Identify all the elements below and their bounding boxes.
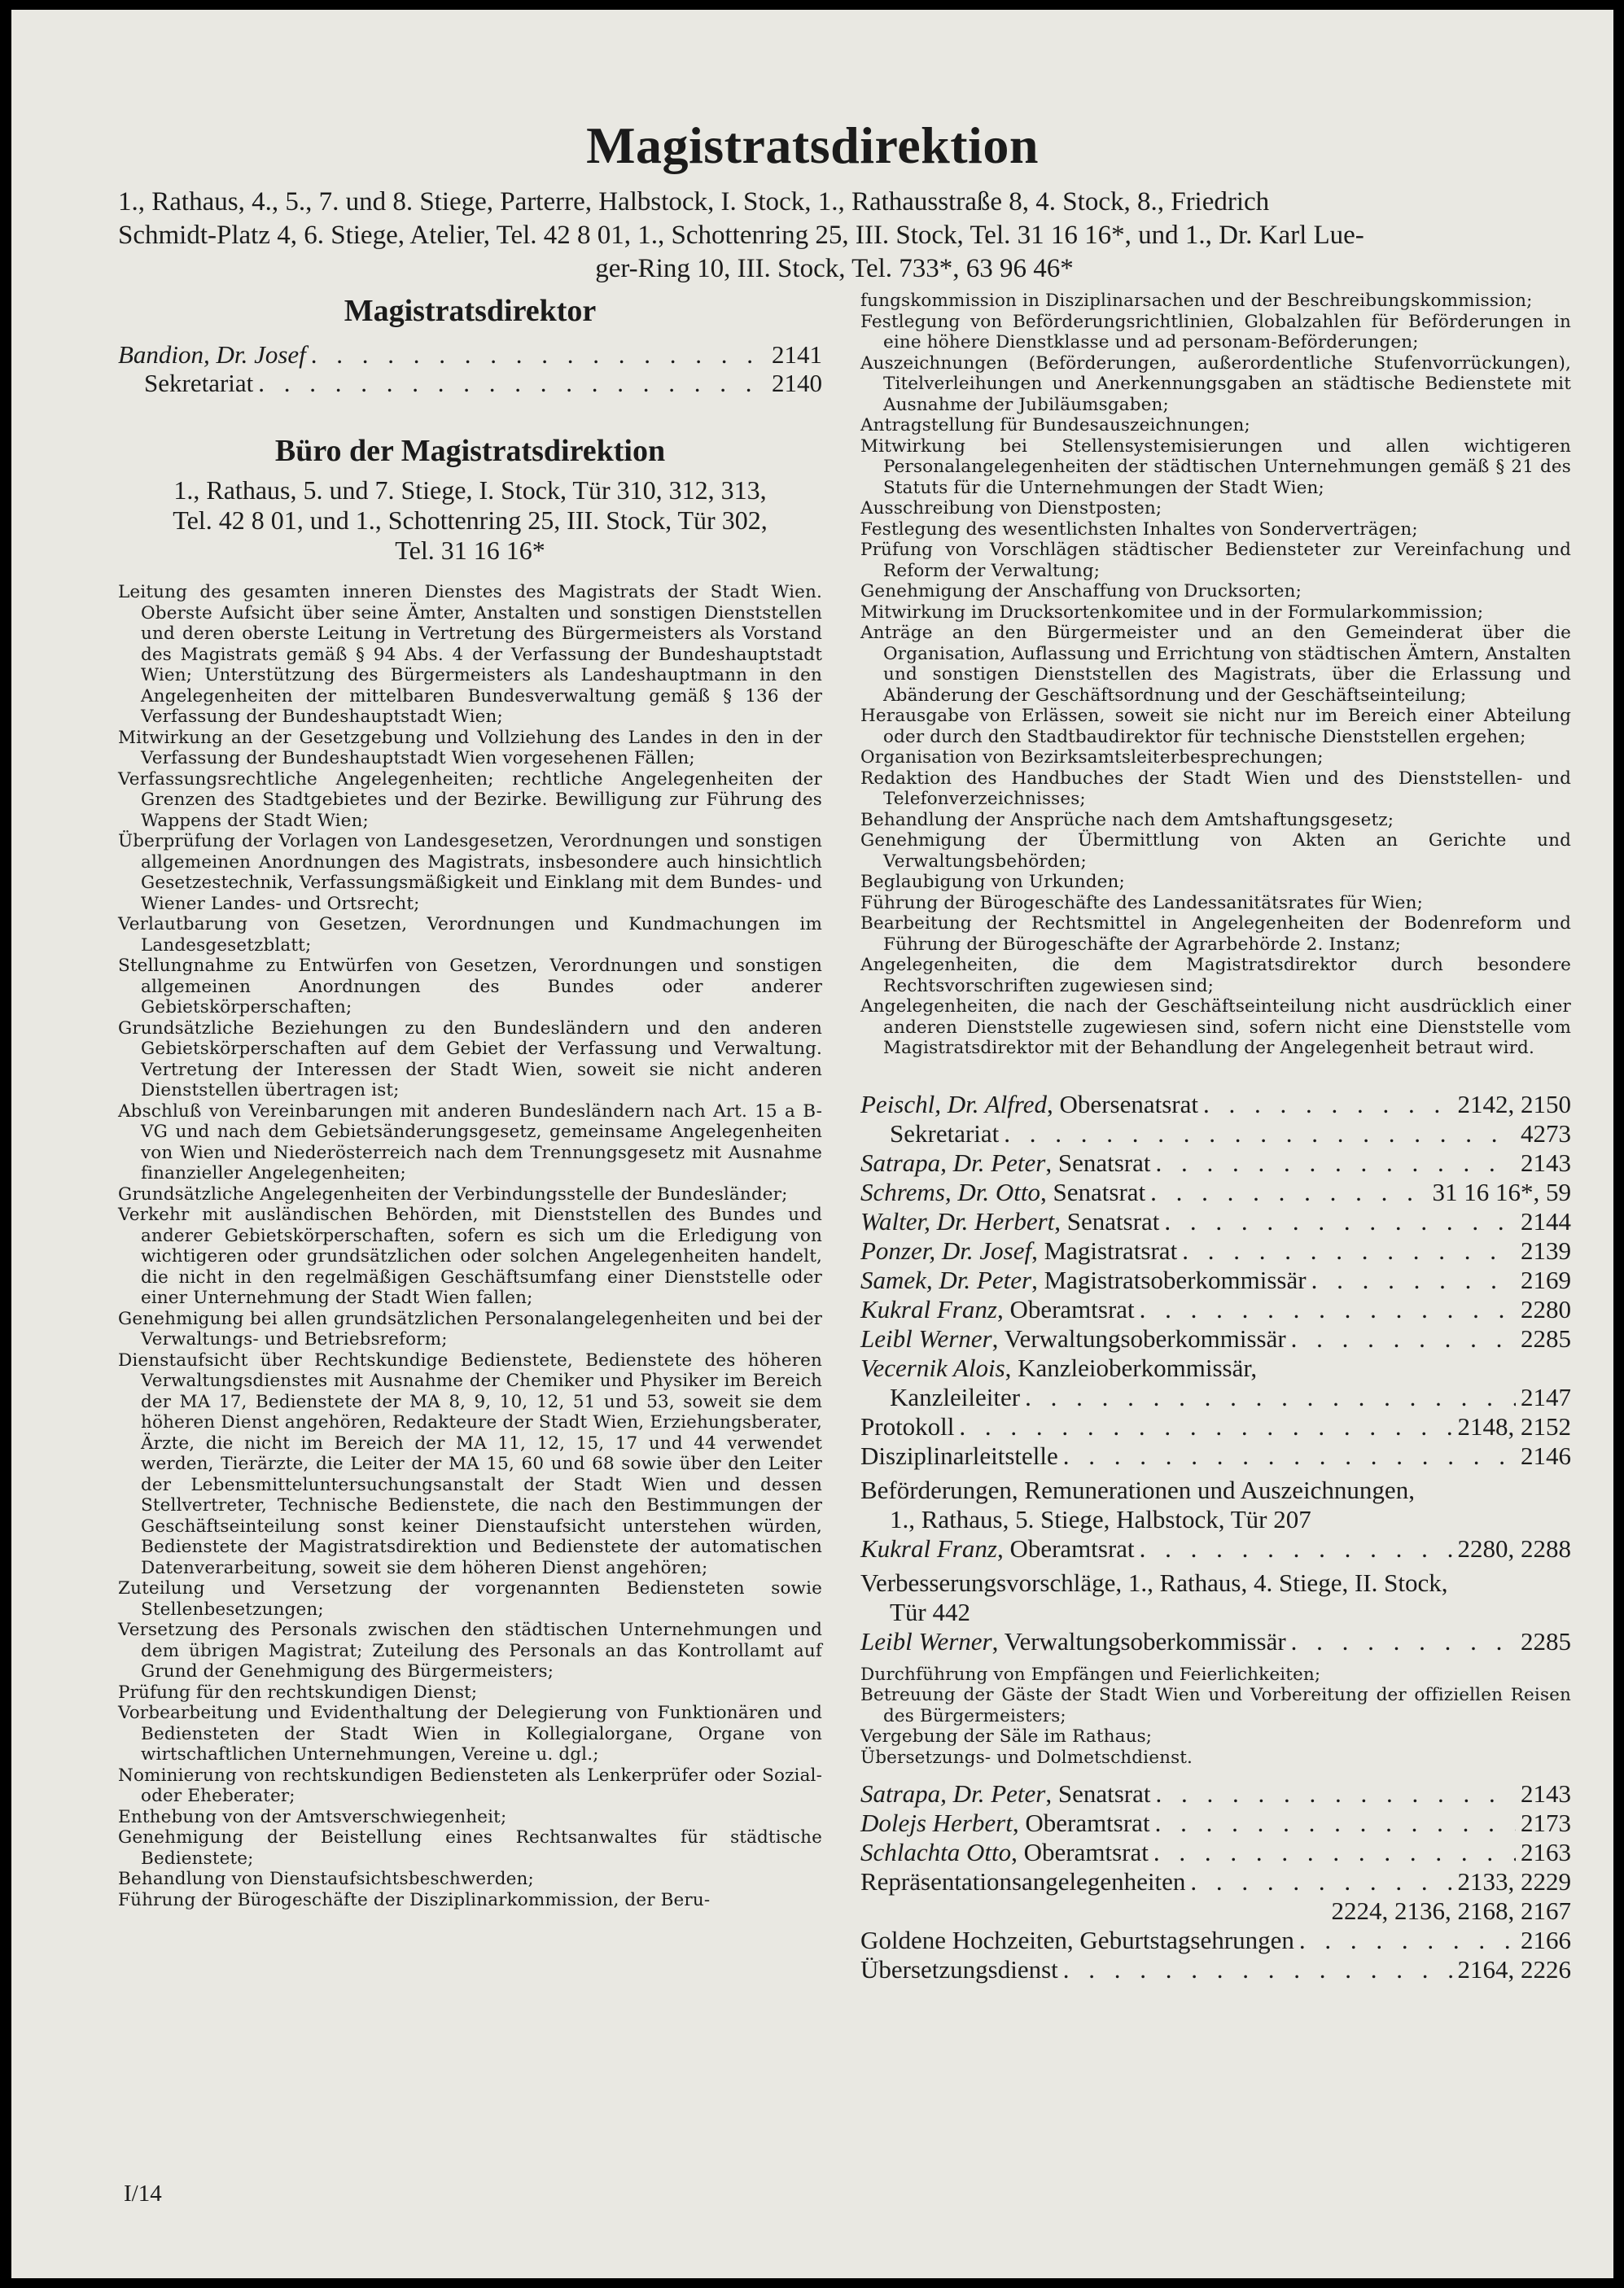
director-row	[118, 340, 822, 369]
staff-title: Oberamtsrat	[1009, 1533, 1135, 1563]
dot-leader	[1150, 1178, 1427, 1207]
staff-ext: 2147	[1521, 1382, 1571, 1411]
duty-item: Festlegung von Beförderungsrichtlinien, Globalzahlen für Beförderungen in eine höhere Dienstklasse und ad personam-Beförderungen;	[860, 311, 1571, 352]
duty-item: Vergebung der Säle im Rathaus;	[860, 1726, 1153, 1747]
buero-address	[118, 475, 822, 566]
director-office-row	[118, 369, 822, 397]
repraesentation-ext: 2133, 2229	[1457, 1867, 1571, 1896]
dot-leader	[1063, 1441, 1516, 1471]
staff-name: Satrapa, Dr. Peter	[860, 1779, 1046, 1808]
uebersetzung-ext: 2164, 2226	[1457, 1955, 1571, 1984]
dot-leader	[311, 340, 767, 369]
staff-row: Walter, Dr. Herbert, Senatsrat . . . 2144	[860, 1207, 1571, 1236]
dot-leader	[1155, 1809, 1516, 1838]
duty-item: Prüfung für den rechtskundigen Dienst;	[118, 1682, 478, 1703]
staff-title: Oberamtsrat	[1023, 1838, 1149, 1866]
duty-item: Übersetzungs- und Dolmetschdienst.	[860, 1747, 1193, 1768]
staff-name: Vecernik Alois	[860, 1353, 1005, 1382]
duty-item: Genehmigung der Beistellung eines Rechtsanwaltes für städtische Bedienstete;	[118, 1827, 822, 1869]
dot-leader	[1153, 1838, 1516, 1867]
empfaenge-list	[860, 1665, 1571, 1769]
staff-row	[860, 1383, 1571, 1412]
duty-item: Leitung des gesamten inneren Dienstes des Magistrats der Stadt Wien. Oberste Aufsicht über seine Ämter, Anstalten und sonstigen Dienststellen und deren oberste Leitung in Vertretung des Bürgermeisters als Vorstand des Magistrats gemäß § 94 Abs. 4 der Verfassung der Bundeshauptstadt Wien; Unterstützung des Bürgermeisters als Landeshauptmann in den Angelegenheiten der mittelbaren Bundesverwaltung gemäß § 136 der Verfassung der Bundeshauptstadt Wien;	[118, 582, 822, 727]
befoerderungen-heading	[860, 1476, 1571, 1534]
heading-text: Beförderungen, Remunerationen und Auszeichnungen,	[860, 1475, 1415, 1504]
dot-leader	[1311, 1266, 1516, 1295]
staff-name: Leibl Werner	[860, 1323, 992, 1353]
duty-item: Antragstellung für Bundesauszeichnungen;	[860, 415, 1250, 435]
director-name: Bandion, Dr. Josef	[118, 340, 306, 369]
duty-item: Zuteilung und Versetzung der vorgenannten Bediensteten sowie Stellenbesetzungen;	[118, 1578, 822, 1620]
address-line: 1., Rathaus, 4., 5., 7. und 8. Stiege, Parterre, Halbstock, I. Stock, 1., Rathausstraße 8, 4. Stock, 8., Friedrich	[118, 187, 1270, 217]
duty-item: Genehmigung der Übermittlung von Akten an Gerichte und Verwaltungsbehörden;	[860, 830, 1571, 872]
disziplinar-ext: 2146	[1521, 1441, 1571, 1470]
duty-item: Mitwirkung an der Gesetzgebung und Vollziehung des Landes in den in der Verfassung der Bundeshauptstadt Wien vorgesehenen Fällen;	[118, 727, 822, 768]
staff-name: Dolejs Herbert	[860, 1809, 1013, 1837]
duty-item: fungskommission in Disziplinarsachen und der Beschreibungskommission;	[860, 291, 1533, 311]
staff-ext: 2285	[1521, 1626, 1571, 1656]
staff-ext: 2144	[1521, 1206, 1571, 1236]
staff-row: Leibl Werner, Verwaltungsoberkommissär . . . 2285	[860, 1324, 1571, 1354]
staff-title: Verwaltungsoberkommissär	[1004, 1323, 1286, 1353]
duty-item: Verfassungsrechtliche Angelegenheiten; rechtliche Angelegenheiten der Grenzen des Stadtgebietes und der Bezirke. Bewilligung zur Führung des Wappens der Stadt Wien;	[118, 768, 822, 831]
staff-title-cont: Kanzleileiter	[890, 1382, 1021, 1411]
hochzeiten-row	[860, 1926, 1571, 1955]
uebersetzung-label: Übersetzungsdienst	[860, 1955, 1058, 1984]
director-ext: 2141	[772, 340, 822, 369]
staff-row: Schrems, Dr. Otto, Senatsrat . . . 31 16 16*, 59	[860, 1178, 1571, 1207]
duty-item: Führung der Bürogeschäfte der Disziplinarkommission, der Beru-	[118, 1889, 711, 1910]
staff-title: Senatsrat	[1066, 1206, 1160, 1236]
duty-item: Stellungnahme zu Entwürfen von Gesetzen, Verordnungen und sonstigen allgemeinen Anordnungen des Bundes oder anderer Gebietskörperschaften;	[118, 956, 822, 1017]
staff-row: Leibl Werner, Verwaltungsoberkommissär . . . 2285	[860, 1627, 1571, 1656]
dot-leader	[1140, 1295, 1516, 1324]
staff-row: Satrapa, Dr. Peter, Senatsrat . . . 2143	[860, 1148, 1571, 1178]
staff-title: Oberamtsrat	[1009, 1294, 1135, 1323]
buero-heading: Büro der Magistratsdirektion	[274, 434, 666, 468]
staff-row: Dolejs Herbert, Oberamtsrat . . . 2173	[860, 1809, 1571, 1838]
dot-leader	[1190, 1867, 1452, 1896]
staff-ext: 2169	[1521, 1265, 1571, 1294]
staff-ext: 2285	[1521, 1323, 1571, 1353]
duty-item: Behandlung von Dienstaufsichtsbeschwerden;	[118, 1869, 534, 1889]
staff-entries	[860, 1090, 1571, 1985]
dot-leader	[1155, 1779, 1516, 1809]
duty-item: Führung der Bürogeschäfte des Landessanitätsrates für Wien;	[860, 892, 1424, 913]
staff-ext: 2280	[1521, 1294, 1571, 1323]
staff-name: Satrapa, Dr. Peter	[860, 1148, 1046, 1177]
heading-cont: Tür 442	[890, 1597, 971, 1626]
staff-name: Samek, Dr. Peter	[860, 1265, 1032, 1294]
staff-name: Kukral Franz	[860, 1533, 997, 1563]
staff-row: Schlachta Otto, Oberamtsrat . . . 2163	[860, 1838, 1571, 1867]
repraesentation-row	[860, 1867, 1571, 1896]
duty-item: Prüfung von Vorschlägen städtischer Bediensteter zur Vereinfachung und Reform der Verwaltung;	[860, 540, 1571, 581]
staff-row: Peischl, Dr. Alfred, Obersenatsrat . . . 2142, 2150	[860, 1090, 1571, 1119]
staff-title: Verwaltungsoberkommissär	[1004, 1626, 1286, 1656]
staff-name: Leibl Werner	[860, 1626, 992, 1656]
empfaenge-staff	[860, 1779, 1571, 1867]
dot-leader	[1155, 1148, 1516, 1178]
duty-item: Anträge an den Bürgermeister und an den Gemeinderat über die Organisation, Auflassung und Errichtung von städtischen Ämtern, Anstalten und sonstigen Dienststellen des Magistrats, über die Erlassung und Abänderung der Geschäftsordnung und der Geschäftseinteilung;	[860, 623, 1571, 706]
dot-leader	[258, 369, 767, 397]
staff-ext: 2163	[1521, 1838, 1571, 1866]
page-number: I/14	[124, 2181, 162, 2207]
duty-item: Mitwirkung bei Stellensystemisierungen und allen wichtigeren Personalangelegenheiten der städtischen Unternehmungen gemäß § 21 des Statuts für die Unternehmungen der Stadt Wien;	[860, 435, 1571, 498]
duty-item: Verkehr mit ausländischen Behörden, mit Dienststellen des Bundes und anderer Gebietskörperschaften, sofern es sich um die Erledigung von wichtigeren oder grundsätzlichen oder solchen Angelegenheiten handelt, die nicht in den regelmäßigen Geschäftsumfang einer Dienststelle oder einer Unternehmung der Stadt Wien fallen;	[118, 1205, 822, 1308]
staff-name: Walter, Dr. Herbert	[860, 1206, 1055, 1236]
buero-address-line: 1., Rathaus, 5. und 7. Stiege, I. Stock, Tür 310, 312, 313,	[173, 475, 767, 505]
duty-item: Angelegenheiten, die dem Magistratsdirektor durch besondere Rechtsvorschriften zugewiesen sind;	[860, 955, 1571, 996]
repraesentation-label: Repräsentationsangelegenheiten	[860, 1867, 1186, 1896]
duty-item: Grundsätzliche Angelegenheiten der Verbindungsstelle der Bundesländer;	[118, 1183, 788, 1205]
office-ext: 2140	[772, 369, 822, 397]
duty-item: Durchführung von Empfängen und Feierlichkeiten;	[860, 1664, 1321, 1685]
duty-item: Auszeichnungen (Beförderungen, außerordentliche Stufenvorrückungen), Titelverleihungen und Anerkennungsgaben an städtische Bedienstete mit Ausnahme der Jubiläumsgaben;	[860, 352, 1571, 415]
heading-text: Verbesserungsvorschläge, 1., Rathaus, 4. Stiege, II. Stock,	[860, 1568, 1448, 1597]
page-title: Magistratsdirektion	[586, 116, 1039, 174]
duty-item: Beglaubigung von Urkunden;	[860, 872, 1125, 892]
duty-item: Mitwirkung im Drucksortenkomitee und in der Formularkommission;	[860, 602, 1484, 623]
office-label: Sekretariat	[144, 369, 254, 397]
repraesentation-ext-cont: 2224, 2136, 2168, 2167	[1331, 1896, 1571, 1925]
dot-leader	[1299, 1926, 1516, 1955]
duties-list-right	[860, 291, 1571, 1059]
staff-title: Magistratsoberkommissär	[1044, 1265, 1307, 1294]
duty-item: Herausgabe von Erlässen, soweit sie nicht nur im Bereich einer Abteilung oder durch den Stadtbaudirektor für technische Dienststellen ergehen;	[860, 706, 1571, 747]
staff-row: Ponzer, Dr. Josef, Magistratsrat . . . 2139	[860, 1236, 1571, 1266]
dot-leader	[1025, 1383, 1516, 1412]
staff-ext: 2143	[1521, 1148, 1571, 1177]
staff-row: Satrapa, Dr. Peter, Senatsrat . . . 2143	[860, 1779, 1571, 1809]
staff-ext: 2280, 2288	[1457, 1533, 1571, 1563]
uebersetzung-row	[860, 1955, 1571, 1984]
dot-leader	[1140, 1534, 1453, 1564]
page	[11, 10, 1613, 2278]
staff-title: Senatsrat	[1057, 1148, 1151, 1177]
duty-item: Versetzung des Personals zwischen den städtischen Unternehmungen und dem übrigen Magistrat; Zuteilung des Personals an das Kontrollamt auf Grund der Genehmigung des Bürgermeisters;	[118, 1620, 822, 1682]
staff-title: Senatsrat	[1053, 1177, 1146, 1206]
duty-item: Überprüfung der Vorlagen von Landesgesetzen, Verordnungen und sonstigen allgemeinen Anordnungen des Magistrats, insbesondere auch hinsichtlich Gesetzestechnik, Verfassungsmäßigkeit und Einklang mit dem Bundes- und Wiener Landes- und Ortsrecht;	[118, 831, 822, 914]
duty-item: Vorbearbeitung und Evidenthaltung der Delegierung von Funktionären und Bediensteten der Stadt Wien in Kollegialorgane, Organe von wirtschaftlichen Unternehmungen, Vereine u. dgl.;	[118, 1703, 822, 1765]
dot-leader	[1203, 1090, 1453, 1119]
dot-leader	[1164, 1207, 1516, 1236]
director-heading: Magistratsdirektor	[344, 294, 597, 328]
dot-leader	[1182, 1236, 1516, 1266]
staff-title: Obersenatsrat	[1059, 1089, 1198, 1118]
staff-title: Magistratsrat	[1044, 1236, 1178, 1265]
duty-item: Enthebung von der Amtsverschwiegenheit;	[118, 1806, 507, 1827]
duty-item: Genehmigung der Anschaffung von Drucksorten;	[860, 581, 1302, 602]
staff-ext: 2139	[1521, 1236, 1571, 1265]
dot-leader	[1063, 1955, 1453, 1984]
dot-leader	[959, 1412, 1452, 1441]
staff-title: Oberamtsrat	[1025, 1809, 1150, 1837]
duty-item: Abschluß von Vereinbarungen mit anderen Bundesländern nach Art. 15 a B-VG und nach dem Gebietsänderungsgesetz, gemeinsame Angelegenheiten von Wien und Niederösterreich nach dem Trennungsgesetz mit Ausnahme finanzieller Angelegenheiten;	[118, 1100, 822, 1183]
staff-row: Samek, Dr. Peter, Magistratsoberkommissär . . . 2169	[860, 1266, 1571, 1295]
protokoll-ext: 2148, 2152	[1457, 1411, 1571, 1441]
protokoll-row	[860, 1412, 1571, 1441]
staff-name: Schrems, Dr. Otto	[860, 1177, 1041, 1206]
dot-leader	[1004, 1119, 1516, 1148]
verbesserung-heading	[860, 1568, 1571, 1627]
staff-ext: 4273	[1521, 1118, 1571, 1148]
duty-item: Bearbeitung der Rechtsmittel in Angelegenheiten der Bodenreform und Führung der Bürogeschäfte der Agrarbehörde 2. Instanz;	[860, 913, 1571, 955]
staff-row: Kukral Franz, Oberamtsrat . . . 2280	[860, 1295, 1571, 1324]
staff-title: Kanzleioberkommissär,	[1018, 1353, 1258, 1382]
staff-ext: 2142, 2150	[1457, 1089, 1571, 1118]
buero-address-line: Tel. 42 8 01, und 1., Schottenring 25, III. Stock, Tür 302,	[173, 505, 768, 535]
duty-item: Grundsätzliche Beziehungen zu den Bundesländern und den anderen Gebietskörperschaften auf dem Gebiet der Verfassung und Verwaltung. Vertretung der Interessen der Stadt Wien, soweit sie nicht anderen Dienststellen übertragen ist;	[118, 1017, 822, 1100]
staff-list	[860, 1090, 1571, 1354]
address-line: Schmidt-Platz 4, 6. Stiege, Atelier, Tel. 42 8 01, 1., Schottenring 25, III. Stock, Tel. 31 16 16*, und 1., Dr. Karl Lue-	[118, 221, 1364, 250]
left-column	[118, 293, 822, 1910]
staff-title: Senatsrat	[1057, 1779, 1151, 1808]
staff-ext: 31 16 16*, 59	[1432, 1177, 1571, 1206]
right-column	[860, 291, 1571, 1984]
main-address	[118, 186, 1551, 286]
staff-name: Kukral Franz	[860, 1294, 997, 1323]
hochzeiten-ext: 2166	[1521, 1926, 1571, 1954]
protokoll-label: Protokoll	[860, 1411, 955, 1441]
staff-row: Kukral Franz, Oberamtsrat . . . 2280, 2288	[860, 1534, 1571, 1564]
disziplinar-label: Disziplinarleitstelle	[860, 1441, 1058, 1470]
staff-name: Ponzer, Dr. Josef	[860, 1236, 1032, 1265]
duty-item: Festlegung des wesentlichsten Inhaltes von Sonderverträgen;	[860, 518, 1418, 540]
duty-item: Behandlung der Ansprüche nach dem Amtshaftungsgesetz;	[860, 809, 1394, 830]
duty-item: Genehmigung bei allen grundsätzlichen Personalangelegenheiten und bei der Verwaltungs- und Betriebsreform;	[118, 1308, 822, 1350]
heading-cont: 1., Rathaus, 5. Stiege, Halbstock, Tür 207	[890, 1504, 1311, 1533]
staff-name: Schlachta Otto	[860, 1838, 1012, 1866]
duty-item: Dienstaufsicht über Rechtskundige Bedienstete, Bedienstete des höheren Verwaltungsdienstes mit Ausnahme der Chemiker und Physiker im Bereich der MA 17, Bedienstete der MA 8, 9, 10, 12, 51 und 53, soweit sie dem höheren Dienst angehören, Redakteure der Stadt Wien, Erziehungsberater, Ärzte, die nicht im Bereich der MA 11, 12, 15, 17 und 44 verwendet werden, Tierärzte, die Leiter der MA 15, 60 und 68 sowie über den Leiter der Lebensmitteluntersuchungsanstalt der Stadt Wien und dessen Stellvertreter, Technische Bedienstete, die nach den Bestimmungen der Geschäftseinteilung sonst keiner Dienstaufsicht unterstehen würden, Bedienstete der Magistratsdirektion und Bedienstete der automatischen Datenverarbeitung, soweit sie dem höheren Dienst angehören;	[118, 1350, 822, 1578]
staff-row	[860, 1119, 1571, 1148]
duties-list-left	[118, 582, 822, 1910]
staff-ext: 2143	[1521, 1779, 1571, 1808]
duty-item: Ausschreibung von Dienstposten;	[860, 498, 1162, 518]
disziplinar-row	[860, 1441, 1571, 1471]
staff-name: Peischl, Dr. Alfred	[860, 1089, 1048, 1118]
duty-item: Betreuung der Gäste der Stadt Wien und Vorbereitung der offiziellen Reisen des Bürgermeisters;	[860, 1685, 1571, 1726]
staff-row: Vecernik Alois, Kanzleioberkommissär,	[860, 1353, 1258, 1382]
dot-leader	[1291, 1627, 1516, 1656]
duty-item: Angelegenheiten, die nach der Geschäftseinteilung nicht ausdrücklich einer anderen Dienststelle zugewiesen sind, sofern nicht eine Dienststelle vom Magistratsdirektor mit der Behandlung der Angelegenheit betraut wird.	[860, 996, 1571, 1058]
duty-item: Organisation von Bezirksamtsleiterbesprechungen;	[860, 747, 1324, 768]
duty-item: Nominierung von rechtskundigen Bediensteten als Lenkerprüfer oder Sozial- oder Eheberater;	[118, 1765, 822, 1806]
duty-item: Verlautbarung von Gesetzen, Verordnungen und Kundmachungen im Landesgesetzblatt;	[118, 914, 822, 956]
staff-ext: 2173	[1521, 1809, 1571, 1837]
hochzeiten-label: Goldene Hochzeiten, Geburtstagsehrungen	[860, 1926, 1294, 1954]
staff-label: Sekretariat	[890, 1118, 1000, 1148]
address-line: ger-Ring 10, III. Stock, Tel. 733*, 63 96 46*	[595, 254, 1074, 283]
duty-item: Redaktion des Handbuches der Stadt Wien und des Dienststellen- und Telefonverzeichnisses;	[860, 768, 1571, 809]
buero-address-line: Tel. 31 16 16*	[395, 536, 545, 565]
dot-leader	[1291, 1324, 1516, 1354]
